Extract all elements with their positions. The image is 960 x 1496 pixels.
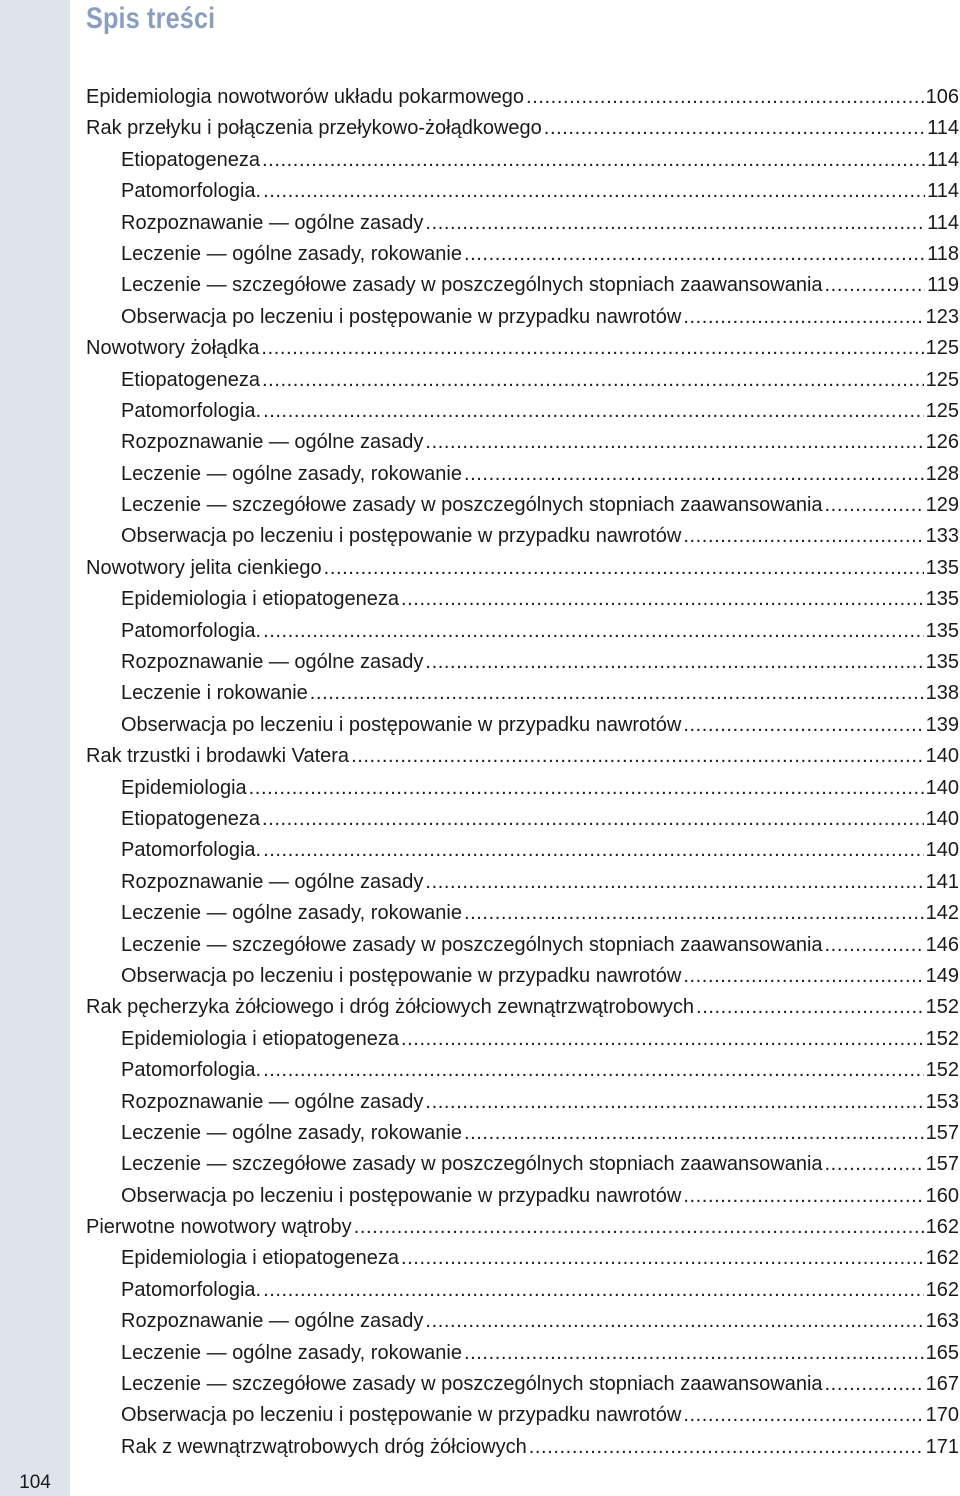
- toc-entry-page: 162: [925, 1247, 959, 1270]
- toc-entry-page: 123: [925, 305, 959, 328]
- dot-leader: [354, 1216, 924, 1239]
- toc-entry-page: 118: [927, 242, 959, 265]
- toc-subentry[interactable]: [86, 588, 959, 619]
- toc-entry-title: Patomorfologia.: [121, 180, 262, 203]
- toc-entry-title: Rak trzustki i brodawki Vatera: [86, 745, 350, 768]
- toc-entry-page: 126: [925, 431, 959, 454]
- dot-leader: [425, 871, 923, 894]
- toc-subentry[interactable]: [86, 965, 959, 996]
- toc-entry-page: 140: [925, 839, 959, 862]
- dot-leader: [262, 369, 924, 392]
- dot-leader: [425, 1310, 923, 1333]
- toc-subentry[interactable]: [86, 1373, 959, 1404]
- toc-subentry[interactable]: [86, 651, 959, 682]
- toc-entry-title: Leczenie — ogólne zasady, rokowanie: [121, 242, 462, 265]
- toc-subentry[interactable]: [86, 1247, 959, 1278]
- toc-entry-page: 163: [925, 1310, 959, 1333]
- dot-leader: [425, 1091, 923, 1114]
- dot-leader: [683, 1404, 923, 1427]
- toc-entry[interactable]: [86, 996, 959, 1027]
- dot-leader: [825, 1373, 924, 1396]
- dot-leader: [529, 1436, 924, 1459]
- toc-subentry[interactable]: [86, 1059, 959, 1090]
- toc-entry-page: 114: [927, 148, 959, 171]
- toc-entry-page: 133: [925, 525, 959, 548]
- toc-entry-page: 170: [925, 1404, 959, 1427]
- toc-entry-page: 142: [925, 902, 959, 925]
- toc-entry-title: Rozpoznawanie — ogólne zasady: [121, 651, 424, 674]
- dot-leader: [683, 714, 923, 737]
- dot-leader: [825, 934, 924, 957]
- toc-entry-title: Rozpoznawanie — ogólne zasady: [121, 431, 424, 454]
- toc-entry-title: Rak przełyku i połączenia przełykowo-żołądkowego: [86, 117, 542, 140]
- dot-leader: [263, 1279, 924, 1302]
- toc-entry-title: Nowotwory żołądka: [86, 337, 260, 360]
- toc-entry-title: Obserwacja po leczeniu i postępowanie w przypadku nawrotów: [121, 525, 682, 548]
- toc-subentry[interactable]: [86, 1028, 959, 1059]
- dot-leader: [464, 243, 925, 266]
- toc-entry-title: Patomorfologia.: [121, 399, 262, 422]
- dot-leader: [683, 1185, 923, 1208]
- toc-entry-page: 125: [925, 337, 959, 360]
- toc-entry-page: 129: [925, 494, 959, 517]
- dot-leader: [310, 682, 924, 705]
- dot-leader: [263, 1059, 924, 1082]
- toc-entry-title: Leczenie — szczegółowe zasady w poszczególnych stopniach zaawansowania: [121, 1153, 823, 1176]
- dot-leader: [464, 463, 924, 486]
- toc-entry-page: 167: [925, 1373, 959, 1396]
- toc-entry-title: Leczenie — ogólne zasady, rokowanie: [121, 1121, 462, 1144]
- toc-entry-page: 157: [925, 1153, 959, 1176]
- dot-leader: [425, 651, 923, 674]
- toc-entry-title: Rozpoznawanie — ogólne zasady: [121, 1310, 424, 1333]
- toc-entry-title: Patomorfologia.: [121, 1059, 262, 1082]
- toc-entry[interactable]: [86, 117, 959, 148]
- toc-entry[interactable]: [86, 1216, 959, 1247]
- toc-entry-title: Pierwotne nowotwory wątroby: [86, 1216, 352, 1239]
- toc-subentry[interactable]: [86, 494, 959, 525]
- dot-leader: [261, 337, 923, 360]
- dot-leader: [683, 965, 923, 988]
- toc-subentry[interactable]: [86, 682, 959, 713]
- toc-subentry[interactable]: [86, 777, 959, 808]
- toc-entry-title: Etiopatogeneza: [121, 148, 261, 171]
- page-title: Spis treści: [86, 2, 216, 35]
- dot-leader: [263, 620, 924, 643]
- toc-entry-title: Leczenie — ogólne zasady, rokowanie: [121, 902, 462, 925]
- toc-entry-page: 114: [927, 211, 959, 234]
- toc-entry-title: Rak pęcherzyka żółciowego i dróg żółciowych zewnątrzwątrobowych: [86, 996, 695, 1019]
- toc-entry[interactable]: [86, 745, 959, 776]
- toc-entry-title: Epidemiologia nowotworów układu pokarmowego: [86, 86, 525, 108]
- toc-subentry[interactable]: [86, 1404, 959, 1435]
- dot-leader: [425, 431, 923, 454]
- dot-leader: [696, 996, 924, 1019]
- toc-subentry[interactable]: [86, 525, 959, 556]
- dot-leader: [324, 557, 924, 580]
- toc-entry-title: Leczenie — szczegółowe zasady w poszczególnych stopniach zaawansowania: [121, 1373, 823, 1396]
- toc-subentry[interactable]: [86, 369, 959, 400]
- toc-entry-title: Leczenie — ogólne zasady, rokowanie: [121, 1341, 462, 1364]
- toc-entry-page: 165: [925, 1341, 959, 1364]
- toc-entry-page: 146: [925, 933, 959, 956]
- dot-leader: [262, 808, 924, 831]
- toc-entry-page: 128: [925, 462, 959, 485]
- dot-leader: [825, 1153, 924, 1176]
- toc-entry-page: 152: [925, 1027, 959, 1050]
- toc-entry-page: 135: [925, 556, 959, 579]
- toc-entry-title: Epidemiologia i etiopatogeneza: [121, 1027, 399, 1050]
- dot-leader: [683, 525, 923, 548]
- toc-entry-page: 125: [925, 399, 959, 422]
- toc-entry-page: 119: [927, 274, 959, 297]
- toc-subentry[interactable]: [86, 620, 959, 651]
- toc-entry-title: Patomorfologia.: [121, 619, 262, 642]
- toc-entry-title: Leczenie — szczegółowe zasady w poszczególnych stopniach zaawansowania: [121, 494, 823, 517]
- dot-leader: [401, 1028, 924, 1051]
- toc-subentry[interactable]: [86, 212, 959, 243]
- toc-entry-page: 140: [925, 745, 959, 768]
- toc-entry-page: 149: [925, 964, 959, 987]
- dot-leader: [825, 274, 926, 297]
- toc-subentry[interactable]: [86, 714, 959, 745]
- toc-entry-page: 162: [925, 1278, 959, 1301]
- toc-entry-page: 171: [925, 1435, 959, 1458]
- toc-entry-page: 140: [925, 776, 959, 799]
- dot-leader: [825, 494, 924, 517]
- toc-entry-title: Obserwacja po leczeniu i postępowanie w przypadku nawrotów: [121, 305, 682, 328]
- dot-leader: [263, 400, 924, 423]
- toc-entry-title: Patomorfologia.: [121, 839, 262, 862]
- toc-entry[interactable]: [86, 557, 959, 588]
- toc-entry-title: Leczenie — szczegółowe zasady w poszczególnych stopniach zaawansowania: [121, 274, 823, 297]
- page-number: 104: [19, 1472, 51, 1493]
- toc-subentry[interactable]: [86, 1279, 959, 1310]
- toc-subentry[interactable]: [86, 400, 959, 431]
- toc-entry-page: 135: [925, 619, 959, 642]
- toc-entry-page: 152: [925, 1059, 959, 1082]
- toc-entry-title: Leczenie i rokowanie: [121, 682, 308, 705]
- toc-entry-title: Leczenie — szczegółowe zasady w poszczególnych stopniach zaawansowania: [121, 933, 823, 956]
- toc-entry-page: 139: [925, 713, 959, 736]
- toc-subentry[interactable]: [86, 274, 959, 305]
- dot-leader: [464, 1342, 924, 1365]
- toc-entry-page: 125: [925, 368, 959, 391]
- dot-leader: [464, 902, 924, 925]
- toc-entry-title: Patomorfologia.: [121, 1278, 262, 1301]
- toc-subentry[interactable]: [86, 1310, 959, 1341]
- toc-subentry[interactable]: [86, 180, 959, 211]
- table-of-contents: [86, 86, 959, 1467]
- toc-entry-page: 157: [925, 1121, 959, 1144]
- toc-subentry[interactable]: [86, 1185, 959, 1216]
- dot-leader: [351, 745, 924, 768]
- toc-entry-page: 153: [925, 1090, 959, 1113]
- toc-entry-title: Obserwacja po leczeniu i postępowanie w przypadku nawrotów: [121, 1184, 682, 1207]
- toc-entry-title: Rozpoznawanie — ogólne zasady: [121, 870, 424, 893]
- toc-subentry[interactable]: [86, 871, 959, 902]
- dot-leader: [263, 839, 924, 862]
- toc-subentry[interactable]: [86, 902, 959, 933]
- toc-subentry[interactable]: [86, 306, 959, 337]
- toc-entry-page: 114: [927, 180, 959, 203]
- toc-entry-page: 152: [925, 996, 959, 1019]
- toc-subentry[interactable]: [86, 1122, 959, 1153]
- dot-leader: [683, 306, 923, 329]
- dot-leader: [401, 588, 924, 611]
- toc-subentry[interactable]: [86, 1153, 959, 1184]
- toc-entry-title: Leczenie — ogólne zasady, rokowanie: [121, 462, 462, 485]
- toc-entry-page: 135: [925, 651, 959, 674]
- dot-leader: [544, 117, 925, 140]
- toc-entry[interactable]: [86, 337, 959, 368]
- toc-entry-title: Epidemiologia i etiopatogeneza: [121, 588, 399, 611]
- dot-leader: [263, 180, 925, 203]
- toc-subentry[interactable]: [86, 431, 959, 462]
- toc-entry-title: Rozpoznawanie — ogólne zasady: [121, 211, 424, 234]
- toc-subentry[interactable]: [86, 808, 959, 839]
- toc-entry-title: Rak z wewnątrzwątrobowych dróg żółciowych: [121, 1435, 527, 1458]
- toc-subentry[interactable]: [86, 1342, 959, 1373]
- dot-leader: [401, 1247, 924, 1270]
- toc-entry-page: 106: [925, 86, 959, 108]
- toc-entry-title: Rozpoznawanie — ogólne zasady: [121, 1090, 424, 1113]
- toc-entry-title: Epidemiologia: [121, 776, 247, 799]
- toc-entry-title: Obserwacja po leczeniu i postępowanie w przypadku nawrotów: [121, 713, 682, 736]
- dot-leader: [526, 86, 924, 109]
- dot-leader: [464, 1122, 924, 1145]
- toc-subentry[interactable]: [86, 149, 959, 180]
- toc-subentry[interactable]: [86, 839, 959, 870]
- toc-entry-title: Etiopatogeneza: [121, 368, 261, 391]
- toc-entry-title: Obserwacja po leczeniu i postępowanie w przypadku nawrotów: [121, 1404, 682, 1427]
- toc-subentry[interactable]: [86, 1091, 959, 1122]
- toc-entry-page: 138: [925, 682, 959, 705]
- toc-entry-page: 162: [925, 1216, 959, 1239]
- toc-subentry[interactable]: [86, 243, 959, 274]
- dot-leader: [262, 149, 925, 172]
- toc-entry-title: Epidemiologia i etiopatogeneza: [121, 1247, 399, 1270]
- toc-entry-title: Nowotwory jelita cienkiego: [86, 556, 322, 579]
- dot-leader: [249, 777, 924, 800]
- toc-entry-title: Obserwacja po leczeniu i postępowanie w przypadku nawrotów: [121, 964, 682, 987]
- toc-entry-title: Etiopatogeneza: [121, 807, 261, 830]
- toc-entry[interactable]: [86, 86, 959, 117]
- toc-entry-page: 141: [925, 870, 959, 893]
- toc-entry-page: 135: [925, 588, 959, 611]
- page-margin-band: [0, 0, 70, 1496]
- toc-subentry[interactable]: [86, 463, 959, 494]
- dot-leader: [425, 212, 925, 235]
- toc-subentry[interactable]: [86, 1436, 959, 1467]
- toc-entry-page: 160: [925, 1184, 959, 1207]
- toc-subentry[interactable]: [86, 934, 959, 965]
- toc-entry-page: 114: [927, 117, 959, 140]
- toc-entry-page: 140: [925, 807, 959, 830]
